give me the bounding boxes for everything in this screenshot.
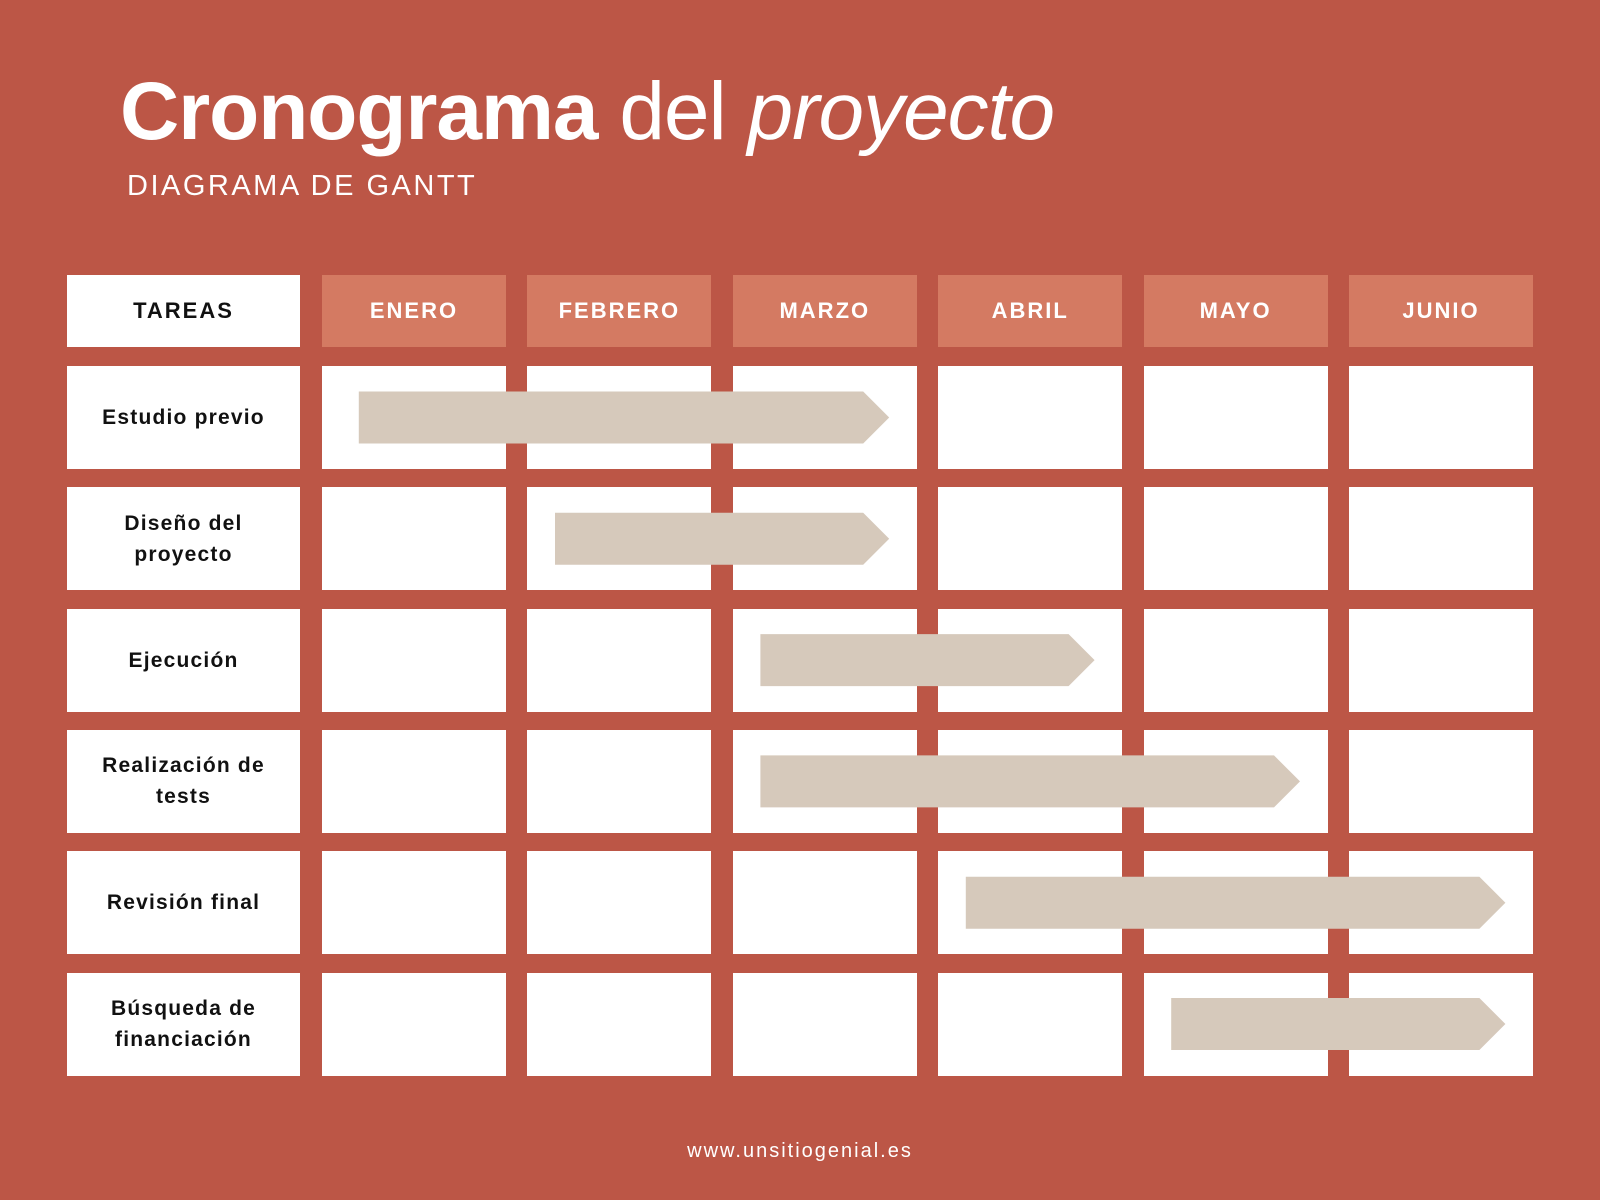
month-header: ABRIL [938,275,1122,347]
task-label: Diseño del proyecto [67,487,300,590]
month-header: MAYO [1144,275,1328,347]
task-bar [1171,998,1505,1050]
task-bar [359,392,889,444]
task-label: Revisión final [67,851,300,954]
page-subtitle: DIAGRAMA DE GANTT [127,170,478,202]
month-header: FEBRERO [527,275,711,347]
month-header: ENERO [322,275,506,347]
task-bar [760,634,1094,686]
title-normal: del [619,66,726,157]
task-bar [760,755,1300,807]
tasks-header: TAREAS [67,275,300,347]
footer-url[interactable]: www.unsitiogenial.es [687,1140,913,1162]
task-label: Ejecución [67,609,300,712]
task-bar [966,877,1506,929]
task-label: Búsqueda de financiación [67,973,300,1076]
month-header: JUNIO [1349,275,1533,347]
task-label: Estudio previo [67,366,300,469]
task-label: Realización de tests [67,730,300,833]
month-header: MARZO [733,275,917,347]
title-italic: proyecto [747,66,1055,157]
title-bold: Cronograma [120,66,598,157]
task-bar [555,513,889,565]
